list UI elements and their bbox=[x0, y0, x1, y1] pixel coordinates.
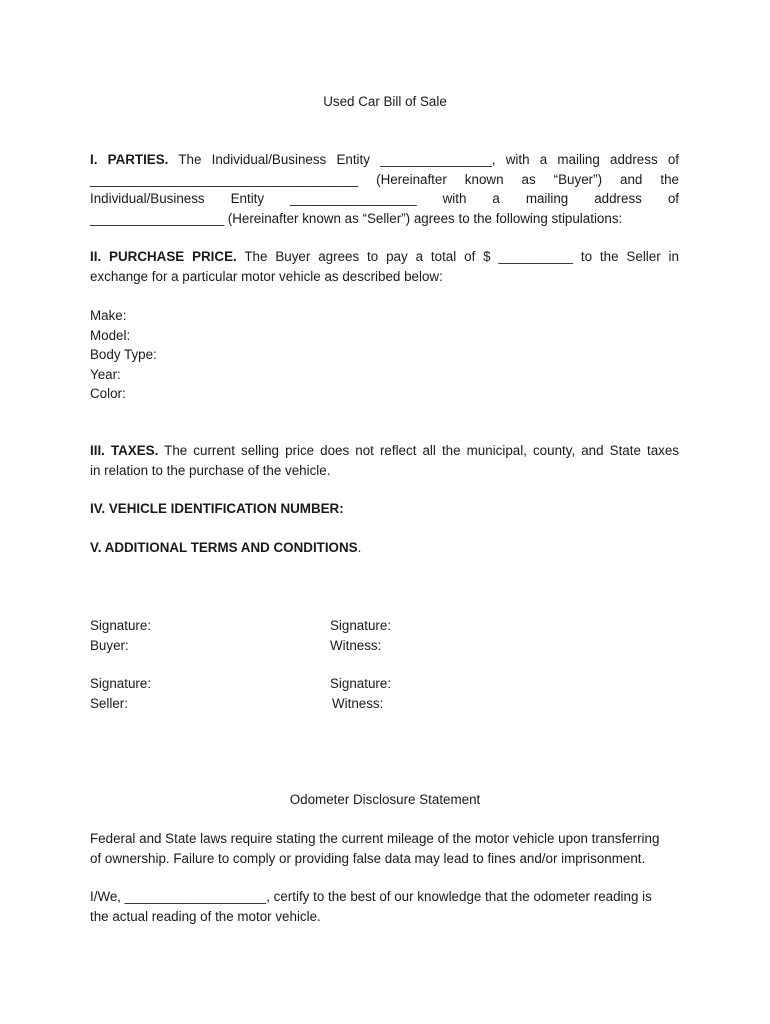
taxes-line-1 bbox=[90, 441, 679, 461]
odometer-paragraph-1 bbox=[90, 829, 679, 868]
parties-heading: I. PARTIES. bbox=[90, 152, 169, 167]
vehicle-field-year: Year: bbox=[90, 366, 121, 382]
buyer-witness-signature-label: Signature: bbox=[330, 618, 392, 633]
seller-witness-signature-label: Signature: bbox=[330, 676, 392, 691]
odometer-paragraph-1-line-1: Federal and State laws require stating the current mileage of the motor vehicle upon transferring bbox=[90, 831, 660, 846]
buyer-witness-signature-block bbox=[330, 616, 391, 655]
document-title: Used Car Bill of Sale bbox=[323, 94, 447, 109]
vehicle-field-model: Model: bbox=[90, 327, 131, 343]
taxes-section bbox=[90, 441, 679, 480]
vin-heading: IV. VEHICLE IDENTIFICATION NUMBER: bbox=[90, 501, 344, 516]
parties-line-1-text: The Individual/Business Entity _______________, with a mailing address of bbox=[168, 152, 680, 167]
parties-section bbox=[90, 150, 679, 228]
odometer-title: Odometer Disclosure Statement bbox=[289, 792, 481, 807]
odometer-paragraph-2-line-2: the actual reading of the motor vehicle. bbox=[90, 908, 321, 924]
purchase-price-line-2: exchange for a particular motor vehicle as described below: bbox=[90, 268, 443, 284]
odometer-paragraph-2-line-1: I/We, ___________________, certify to the best of our knowledge that the odometer reading is bbox=[90, 889, 652, 904]
seller-witness-signature-block bbox=[330, 674, 391, 713]
vin-section bbox=[90, 499, 679, 519]
parties-line-1 bbox=[90, 150, 679, 170]
vehicle-fields bbox=[90, 306, 157, 404]
buyer-label: Buyer: bbox=[90, 637, 129, 653]
taxes-line-2: in relation to the purchase of the vehicle. bbox=[90, 462, 331, 478]
seller-label: Seller: bbox=[90, 695, 128, 711]
vehicle-field-body-type: Body Type: bbox=[90, 347, 157, 362]
purchase-price-section bbox=[90, 247, 679, 286]
odometer-paragraph-2 bbox=[90, 887, 679, 926]
taxes-heading: III. TAXES. bbox=[90, 443, 159, 458]
odometer-paragraph-1-line-2: of ownership. Failure to comply or providing false data may lead to fines and/or imprisonment. bbox=[90, 850, 646, 866]
seller-signature-block bbox=[90, 674, 151, 713]
parties-line-4: __________________ (Hereinafter known as “Seller”) agrees to the following stipulations: bbox=[90, 210, 623, 226]
purchase-price-line-1-text: The Buyer agrees to pay a total of $ __________ to the Seller in bbox=[236, 249, 679, 264]
seller-signature-label: Signature: bbox=[90, 676, 152, 691]
purchase-price-heading: II. PURCHASE PRICE. bbox=[90, 249, 237, 264]
additional-terms-section bbox=[90, 538, 679, 558]
vehicle-field-color: Color: bbox=[90, 386, 126, 401]
seller-witness-label: Witness: bbox=[332, 695, 384, 711]
parties-line-2: ____________________________________ (Hereinafter known as “Buyer”) and the bbox=[90, 171, 679, 187]
additional-terms-suffix: . bbox=[357, 540, 362, 555]
vehicle-field-make: Make: bbox=[90, 308, 127, 323]
buyer-signature-label: Signature: bbox=[90, 618, 152, 633]
additional-terms-heading: V. ADDITIONAL TERMS AND CONDITIONS bbox=[90, 540, 358, 555]
buyer-signature-block bbox=[90, 616, 151, 655]
parties-line-3: Individual/Business Entity _________________ with a mailing address of bbox=[90, 191, 679, 206]
buyer-witness-label: Witness: bbox=[330, 637, 382, 653]
purchase-price-line-1 bbox=[90, 247, 679, 267]
taxes-line-1-text: The current selling price does not reflect all the municipal, county, and State taxes bbox=[158, 443, 679, 458]
